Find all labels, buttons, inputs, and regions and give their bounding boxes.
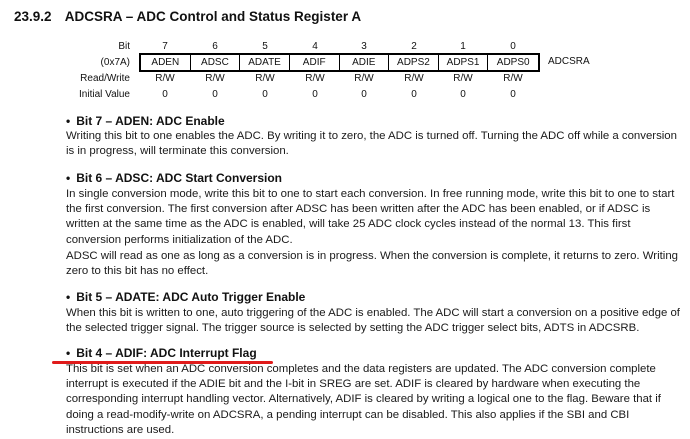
bit-number: 5 (262, 41, 268, 52)
bit-number: 3 (361, 41, 367, 52)
rw-value: R/W (453, 73, 473, 84)
bit-number: 0 (510, 41, 516, 52)
initial-value: 0 (460, 89, 466, 100)
rw-value: R/W (155, 73, 175, 84)
bit5-description: When this bit is written to one, auto triggering of the ADC is enabled. The ADC will start a conversion on a positive edge of the selected trigger signal. The trigger source is selected by setting the ADC trigger select bits, ADTS in ADCSRB. (66, 307, 680, 335)
initial-value: 0 (262, 89, 268, 100)
bullet: • (66, 290, 71, 304)
register-bit: ADIE (340, 55, 390, 70)
register-table (139, 53, 540, 72)
row-label-address: (0x7A) (100, 57, 130, 68)
bit-number: 2 (411, 41, 417, 52)
initial-value: 0 (162, 89, 168, 100)
rw-value: R/W (354, 73, 374, 84)
bit-number: 1 (460, 41, 466, 52)
bit5-title: • Bit 5 – ADATE: ADC Auto Trigger Enable (66, 290, 306, 304)
bit-number: 7 (162, 41, 168, 52)
register-bit: ADPS1 (439, 55, 489, 70)
initial-value: 0 (361, 89, 367, 100)
bullet: • (66, 114, 71, 128)
bit4-description: This bit is set when an ADC conversion completes and the data registers are updated. The ADC conversion complete interrupt is executed if the ADIE bit and the I-bit in SREG are set. ADIF is cleared by hardware when executing the corresponding interrupt handling vector. Alternatively, ADIF is cleared by writing a logical one to the flag. Beware that if doing a read-modify-write on ADCSRA, a pending interrupt can be disabled. This also applies if the SBI and CBI instructions are used. (66, 363, 661, 436)
bullet: • (66, 171, 71, 185)
register-bit: ADPS2 (389, 55, 439, 70)
register-bit: ADIF (290, 55, 340, 70)
section-title: ADCSRA – ADC Control and Status Register A (64, 9, 362, 24)
bit-number: 6 (212, 41, 218, 52)
initial-value: 0 (212, 89, 218, 100)
row-label-rw: Read/Write (80, 73, 130, 84)
rw-value: R/W (503, 73, 523, 84)
bullet: • (66, 346, 71, 360)
rw-value: R/W (404, 73, 424, 84)
bit7-description: Writing this bit to one enables the ADC. By writing it to zero, the ADC is turned off. Turning the ADC off while a conversion is in progress, will terminate this conversion. (66, 130, 677, 158)
initial-value: 0 (312, 89, 318, 100)
initial-value: 0 (510, 89, 516, 100)
register-bit: ADSC (191, 55, 241, 70)
initial-value: 0 (411, 89, 417, 100)
rw-value: R/W (205, 73, 225, 84)
register-bit: ADEN (141, 55, 191, 70)
section-number: 23.9.2 (14, 9, 52, 24)
bit4-title: • Bit 4 – ADIF: ADC Interrupt Flag (66, 346, 257, 360)
bit6-title: • Bit 6 – ADSC: ADC Start Conversion (66, 171, 283, 185)
row-label-initial: Initial Value (79, 89, 130, 100)
bit6-description: In single conversion mode, write this bit to one to start each conversion. In free running mode, write this bit to one to start the first conversion. The first conversion after ADSC has been written after the ADC has been enabled, or if ADSC is written at the same time as the ADC is enabled, will take 25 ADC clock cycles instead of the normal 13. This first conversion performs initialization of the ADC. (66, 188, 675, 246)
register-bit: ADATE (240, 55, 290, 70)
row-label-bit: Bit (118, 41, 130, 52)
bit-number: 4 (312, 41, 318, 52)
rw-value: R/W (255, 73, 275, 84)
bit6-description-2: ADSC will read as one as long as a conversion is in progress. When the conversion is complete, it returns to zero. Writing zero to this bit has no effect. (66, 250, 678, 278)
register-bit: ADPS0 (496, 57, 530, 68)
rw-value: R/W (305, 73, 325, 84)
bit7-title: • Bit 7 – ADEN: ADC Enable (66, 114, 225, 128)
section-heading (14, 9, 361, 24)
register-name: ADCSRA (548, 56, 590, 67)
